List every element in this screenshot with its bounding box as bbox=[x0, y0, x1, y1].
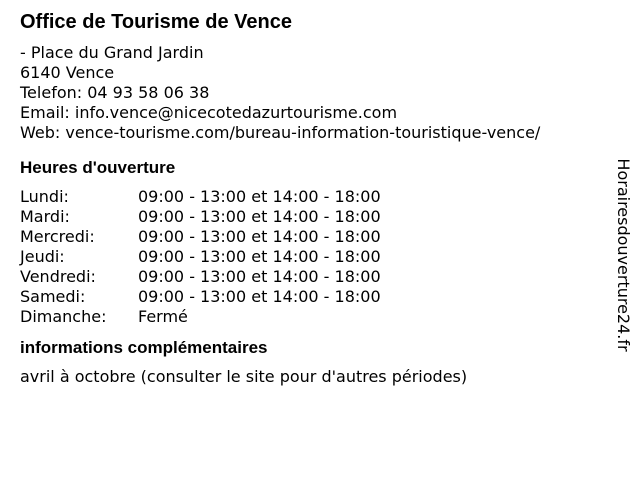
website-line: Web: vence-tourisme.com/bureau-information-touristique-vence/ bbox=[20, 123, 541, 142]
hours-day: Samedi: bbox=[20, 287, 86, 306]
hours-day: Lundi: bbox=[20, 187, 69, 206]
office-card bbox=[20, 10, 610, 387]
hours-time: 09:00 - 13:00 et 14:00 - 18:00 bbox=[138, 267, 381, 286]
phone-line: Telefon: 04 93 58 06 38 bbox=[20, 83, 210, 102]
hours-time: 09:00 - 13:00 et 14:00 - 18:00 bbox=[138, 287, 381, 306]
hours-time: 09:00 - 13:00 et 14:00 - 18:00 bbox=[138, 227, 381, 246]
hours-day: Jeudi: bbox=[20, 247, 65, 266]
office-title: Office de Tourisme de Vence bbox=[20, 11, 292, 33]
hours-time: 09:00 - 13:00 et 14:00 - 18:00 bbox=[138, 207, 381, 226]
address-street: - Place du Grand Jardin bbox=[20, 43, 204, 62]
hours-row-wednesday bbox=[20, 227, 610, 247]
hours-time: Fermé bbox=[138, 307, 188, 326]
info-text: avril à octobre (consulter le site pour d'autres périodes) bbox=[20, 367, 468, 386]
hours-time: 09:00 - 13:00 et 14:00 - 18:00 bbox=[138, 247, 381, 266]
site-watermark: Horairesdouverture24.fr bbox=[614, 158, 633, 352]
hours-row-monday bbox=[20, 187, 610, 207]
hours-row-thursday bbox=[20, 247, 610, 267]
hours-day: Vendredi: bbox=[20, 267, 96, 286]
info-heading: informations complémentaires bbox=[20, 338, 268, 357]
address-city: 6140 Vence bbox=[20, 63, 115, 82]
hours-heading: Heures d'ouverture bbox=[20, 158, 176, 177]
hours-time: 09:00 - 13:00 et 14:00 - 18:00 bbox=[138, 187, 381, 206]
hours-day: Dimanche: bbox=[20, 307, 107, 326]
hours-row-tuesday bbox=[20, 207, 610, 227]
hours-row-sunday bbox=[20, 307, 610, 327]
hours-row-saturday bbox=[20, 287, 610, 307]
hours-day: Mardi: bbox=[20, 207, 70, 226]
hours-day: Mercredi: bbox=[20, 227, 95, 246]
hours-row-friday bbox=[20, 267, 610, 287]
email-line: Email: info.vence@nicecotedazurtourisme.com bbox=[20, 103, 398, 122]
hours-table bbox=[20, 187, 610, 327]
